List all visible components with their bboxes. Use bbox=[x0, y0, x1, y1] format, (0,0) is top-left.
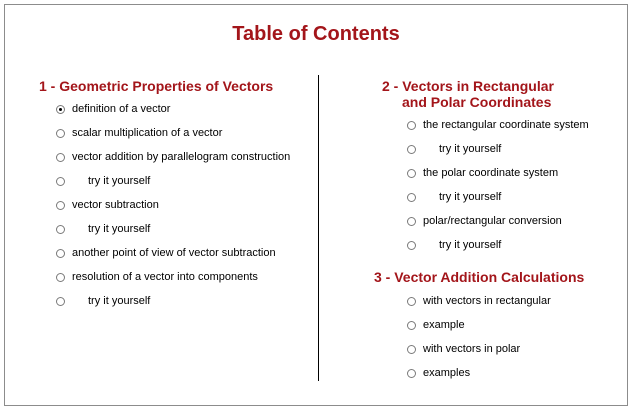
radio-button[interactable] bbox=[407, 193, 416, 202]
radio-button[interactable] bbox=[407, 369, 416, 378]
item-label: try it yourself bbox=[439, 239, 502, 251]
section-1-item-5[interactable] bbox=[56, 197, 159, 213]
item-label: with vectors in polar bbox=[423, 343, 521, 355]
radio-button[interactable] bbox=[56, 249, 65, 258]
section-1-heading: 1 - Geometric Properties of Vectors bbox=[39, 78, 274, 94]
section-2-item-6[interactable] bbox=[407, 237, 501, 253]
item-label: the polar coordinate system bbox=[423, 167, 559, 179]
item-label: resolution of a vector into components bbox=[72, 271, 258, 283]
radio-button[interactable] bbox=[56, 153, 65, 162]
item-label: try it yourself bbox=[88, 295, 151, 307]
radio-button[interactable] bbox=[56, 129, 65, 138]
section-1-item-8[interactable] bbox=[56, 269, 258, 285]
radio-button[interactable] bbox=[56, 273, 65, 282]
section-3-heading: 3 - Vector Addition Calculations bbox=[374, 269, 585, 285]
section-2-heading-line2: and Polar Coordinates bbox=[402, 94, 552, 110]
section-3-item-4[interactable] bbox=[407, 365, 470, 381]
radio-button[interactable] bbox=[56, 177, 65, 186]
item-label: vector subtraction bbox=[72, 199, 159, 211]
section-3-item-1[interactable] bbox=[407, 293, 551, 309]
section-3-item-3[interactable] bbox=[407, 341, 520, 357]
section-3-item-2[interactable] bbox=[407, 317, 465, 333]
radio-button[interactable] bbox=[407, 121, 416, 130]
item-label: try it yourself bbox=[88, 175, 151, 187]
item-label: try it yourself bbox=[88, 223, 151, 235]
item-label: definition of a vector bbox=[72, 103, 171, 115]
section-2-item-5[interactable] bbox=[407, 213, 562, 229]
section-1-item-1[interactable] bbox=[56, 101, 170, 117]
section-1-item-4[interactable] bbox=[56, 173, 150, 189]
section-2-item-4[interactable] bbox=[407, 189, 501, 205]
radio-button[interactable] bbox=[56, 105, 65, 114]
item-label: examples bbox=[423, 367, 471, 379]
radio-button[interactable] bbox=[56, 297, 65, 306]
section-2-item-1[interactable] bbox=[407, 117, 589, 133]
item-label: scalar multiplication of a vector bbox=[72, 127, 223, 139]
radio-button[interactable] bbox=[407, 217, 416, 226]
item-label: vector addition by parallelogram construction bbox=[72, 151, 291, 163]
item-label: try it yourself bbox=[439, 191, 502, 203]
radio-button[interactable] bbox=[407, 169, 416, 178]
radio-button[interactable] bbox=[407, 297, 416, 306]
radio-button[interactable] bbox=[407, 241, 416, 250]
section-1-item-7[interactable] bbox=[56, 245, 276, 261]
section-2-item-3[interactable] bbox=[407, 165, 558, 181]
radio-button[interactable] bbox=[407, 145, 416, 154]
section-1-item-9[interactable] bbox=[56, 293, 150, 309]
page-title: Table of Contents bbox=[232, 23, 400, 45]
section-1-item-2[interactable] bbox=[56, 125, 222, 141]
item-label: polar/rectangular conversion bbox=[423, 215, 562, 227]
section-1-item-6[interactable] bbox=[56, 221, 150, 237]
item-label: try it yourself bbox=[439, 143, 502, 155]
radio-button[interactable] bbox=[56, 225, 65, 234]
item-label: example bbox=[423, 319, 465, 331]
section-2-item-2[interactable] bbox=[407, 141, 501, 157]
item-label: the rectangular coordinate system bbox=[423, 119, 589, 131]
item-label: another point of view of vector subtraction bbox=[72, 247, 276, 259]
toc-frame bbox=[4, 4, 628, 406]
radio-button[interactable] bbox=[407, 321, 416, 330]
section-1-item-3[interactable] bbox=[56, 149, 290, 165]
column-divider bbox=[318, 75, 319, 381]
radio-button[interactable] bbox=[56, 201, 65, 210]
section-2-heading bbox=[382, 78, 554, 110]
radio-button[interactable] bbox=[407, 345, 416, 354]
section-2-heading-line1: 2 - Vectors in Rectangular bbox=[382, 78, 554, 94]
item-label: with vectors in rectangular bbox=[423, 295, 551, 307]
